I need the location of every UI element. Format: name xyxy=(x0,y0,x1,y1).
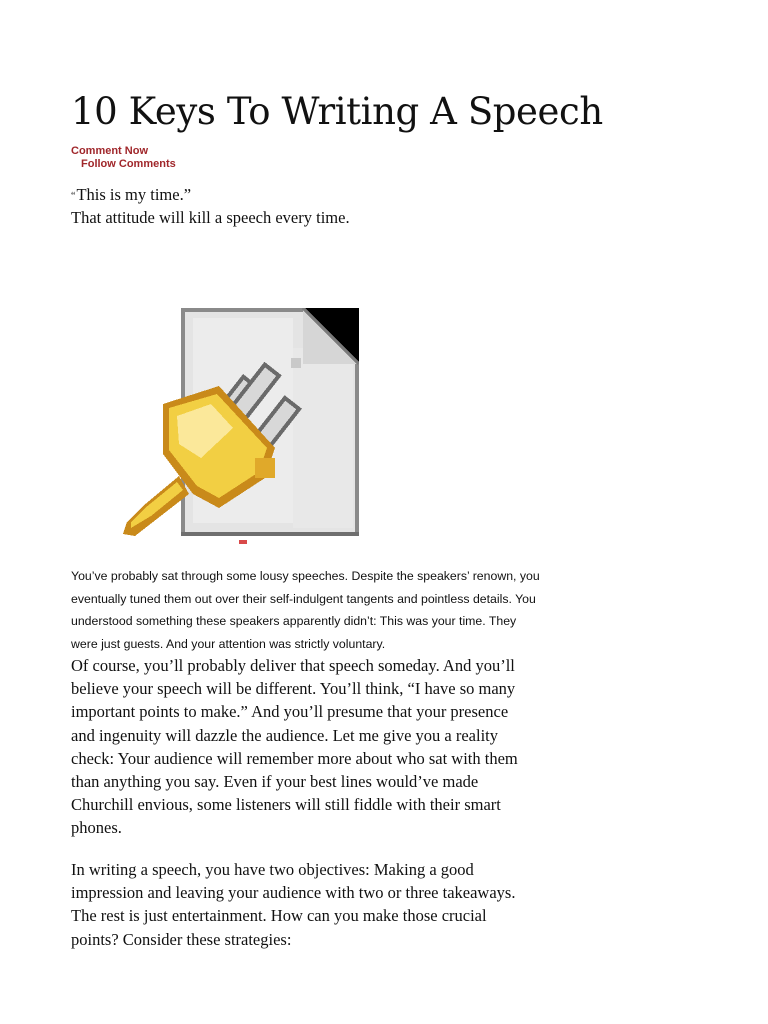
paragraph-line: Churchill envious, some listeners will still fiddle with their smart xyxy=(71,795,501,815)
broken-plugin-image-icon xyxy=(123,308,359,544)
paragraph-1 xyxy=(71,565,591,655)
paragraph-line: believe your speech will be different. You’ll think, “I have so many xyxy=(71,679,516,699)
attitude-line: That attitude will kill a speech every time. xyxy=(71,208,350,227)
opening-quote xyxy=(71,183,191,206)
paragraph-line: Of course, you’ll probably deliver that speech someday. And you’ll xyxy=(71,656,515,675)
follow-comments-link[interactable]: Follow Comments xyxy=(81,158,176,170)
paragraph-line: eventually tuned them out over their self-indulgent tangents and pointless details. You xyxy=(71,591,536,606)
article-title: 10 Keys To Writing A Speech xyxy=(71,90,603,133)
paragraph-line: The rest is just entertainment. How can you make those crucial xyxy=(71,906,487,926)
quote-open-mark: “ xyxy=(71,191,76,202)
paragraph-line: understood something these speakers apparently didn’t: This was your time. They xyxy=(71,614,517,629)
paragraph-line: were just guests. And your attention was strictly voluntary. xyxy=(71,636,386,651)
paragraph-3 xyxy=(71,858,591,951)
paragraph-line: You’ve probably sat through some lousy speeches. Despite the speakers’ renown, you xyxy=(71,569,540,583)
paragraph-line: and ingenuity will dazzle the audience. Let me give you a reality xyxy=(71,725,499,745)
paragraph-line: important points to make.” And you’ll presume that your presence xyxy=(71,702,509,722)
paragraph-2 xyxy=(71,654,591,840)
paragraph-line: In writing a speech, you have two objectives: Making a good xyxy=(71,860,474,879)
paragraph-line: phones. xyxy=(71,818,122,838)
paragraph-line: impression and leaving your audience with two or three takeaways. xyxy=(71,883,516,903)
paragraph-line: points? Consider these strategies: xyxy=(71,929,292,949)
quote-text: This is my time.” xyxy=(76,185,192,204)
comment-now-link[interactable]: Comment Now xyxy=(71,145,148,157)
paragraph-line: than anything you say. Even if your best lines would’ve made xyxy=(71,772,479,792)
paragraph-line: check: Your audience will remember more about who sat with them xyxy=(71,748,518,768)
